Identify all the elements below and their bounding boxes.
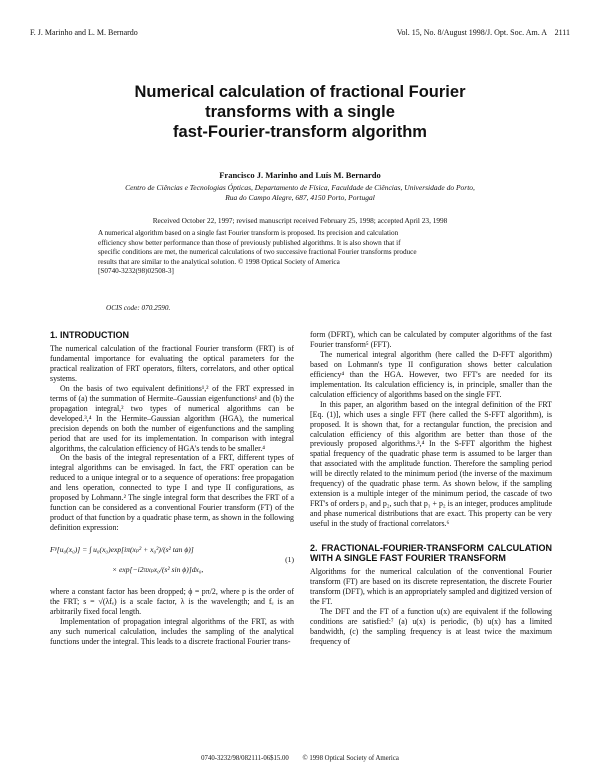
paper-authors: Francisco J. Marinho and Luís M. Bernardo — [219, 170, 381, 180]
abstract-line: specific conditions are met, the numerical calculations of two successive fractional Fourier transforms produce — [98, 248, 417, 257]
title-line: Numerical calculation of fractional Fourier — [134, 83, 466, 101]
paragraph: form (DFRT), which can be calculated by computer algorithms of the fast Fourier transform⁵ (FFT). — [310, 330, 552, 349]
running-header — [30, 28, 570, 37]
left-column — [50, 330, 294, 647]
received-dates: Received October 22, 1997; revised manuscript received February 25, 1998; accepted April 23, 1998 — [152, 216, 448, 225]
paragraph: where a constant factor has been dropped; ϕ = pπ/2, where p is the order of the FRT; s = √(λfₑ) is a scale factor, λ is the wavelength; and fₑ is an arbitrarily fixed focal length. — [50, 587, 294, 617]
header-page-number: 2111 — [554, 28, 570, 37]
ocis-code: OCIS code: 070.2590. — [106, 304, 171, 312]
abstract — [98, 229, 498, 277]
title-line: fast-Fourier-transform algorithm — [173, 123, 427, 141]
abstract-line: [S0740-3232(98)02508-3] — [98, 267, 174, 276]
footer-code: 0740-3232/98/082111-06$15.00 — [201, 755, 289, 762]
abstract-line: results that are similar to the analytical solution. © 1998 Optical Society of America — [98, 257, 340, 266]
paragraph: The numerical calculation of the fractional Fourier transform (FRT) is of fundamental importance for evaluating the optical parameters for the practical realization of FRT operators, filters, correlators, and other optical systems. — [50, 344, 294, 383]
abstract-line: A numerical algorithm based on a single fast Fourier transform is proposed. Its precision and calculation — [98, 229, 399, 237]
affiliation — [70, 183, 530, 203]
abstract-line: efficiency show better performance than those of previously published algorithms. It is also shown that if — [98, 238, 401, 247]
paragraph: The DFT and the FT of a function u(x) are equivalent if the following conditions are satisfied:⁷ (a) u(x) is periodic, (b) u(x) has a limited bandwidth, (c) the sampling frequency is at least twice the maximum frequency of — [310, 606, 552, 646]
header-authors: F. J. Marinho and L. M. Bernardo — [30, 28, 138, 37]
equation-line: × exp[−i2πxₚx₀/(s² sin ϕ)]dx₀, — [112, 565, 204, 575]
paragraph: Implementation of propagation integral algorithms of the FRT, as with any such numerical calculation, includes the sampling of the analytical functions under the integral. This leads to a discrete fractional Fourier trans- — [50, 616, 294, 646]
paragraph: On the basis of the integral representation of a FRT, different types of integral algorithms can be envisaged. In fact, the FRT operation can be reduced to a unique integral or to a sequence of operations: free propagation and lens operation, connected to type I and type II configurations, as proposed by Lohmann.² The single integral form that describes the FRT of a function can be considered as a conventional Fourier transform (FT) of the product of that function by a quadratic phase term, as shown in the following definition expression: — [50, 453, 294, 533]
affiliation-line: Centro de Ciências e Tecnologias Ópticas, Departamento de Física, Faculdade de Ciências, Universidade do Porto, — [125, 183, 475, 192]
title-line: transforms with a single — [205, 103, 395, 121]
footer-copyright: © 1998 Optical Society of America — [302, 755, 399, 762]
page-footer — [0, 755, 600, 762]
equation-1 — [50, 541, 294, 581]
paragraph: The numerical integral algorithm (here called the D-FFT algorithm) based on Lohmann's type II configuration shows better calculation efficiency⁴ than the HGA. However, two FFT's are needed for its implementation. Its calculation efficiency is, in principle, smaller than the calculation efficiency of algorithms based on the single FFT. — [310, 349, 552, 399]
header-journal: Vol. 15, No. 8/August 1998/J. Opt. Soc. Am. A — [396, 28, 547, 37]
header-right — [391, 28, 570, 37]
right-column — [310, 330, 552, 647]
paragraph: On the basis of two equivalent definitions¹,² of the FRT expressed in terms of (a) the summation of Hermite–Gaussian eigenfunctions¹ and (b) the propagation integral,² two types of numerical algorithms can be developed.³,⁴ In the Hermite–Gaussian algorithm (HGA), the numerical precision depends on both the number of eigenfunctions and the sampling period that are used for its implementation. In comparison with integral algorithms, the calculation efficiency of HGA's tends to be smaller.⁴ — [50, 383, 294, 453]
paper-title — [60, 82, 540, 142]
affiliation-line: Rua do Campo Alegre, 687, 4150 Porto, Portugal — [225, 193, 375, 202]
paragraph: In this paper, an algorithm based on the integral definition of the FRT [Eq. (1)], which uses a single FFT (here called the S-FFT algorithm), is proposed. It is shown that, for a rectangular function, the precision and calculation efficiency of this algorithm are better than those of the previously proposed algorithms.³,⁴ In the S-FFT algorithm the highest spatial frequency of the quadratic phase term is assumed to be larger than that associated with the amplitude function. Therefore the sampling period will be directly related to the minimum period (the inverse of the maximum frequency) of the quadratic phase term. As shown below, if the sampling extension is a multiple integer of the minimum period, the cascade of two FRT's of orders p₁ and p₂, such that p₁ + p₂ is an integer, produces amplitude and phase numerical distributions that are exact. This property can be very useful in the study of fractional correlators.⁶ — [310, 399, 552, 529]
section-1-heading: 1. INTRODUCTION — [50, 330, 130, 340]
section-2-heading: 2. FRACTIONAL-FOURIER-TRANSFORM CALCULATION WITH A SINGLE FAST FOURIER TRANSFORM — [310, 543, 552, 564]
equation-number: (1) — [285, 555, 294, 565]
equation-line: Fᵖ[u₀(x₀)] = ∫ u₀(x₀)exp[iπ(xₚ² + x₀²)/(s² tan ϕ)] — [50, 545, 194, 555]
paragraph: Algorithms for the numerical calculation of the conventional Fourier transform (FT) are based on its discrete representation, the discrete Fourier transform (DFT), which is an appropriately sampled and digitized version of the FT. — [310, 567, 552, 606]
